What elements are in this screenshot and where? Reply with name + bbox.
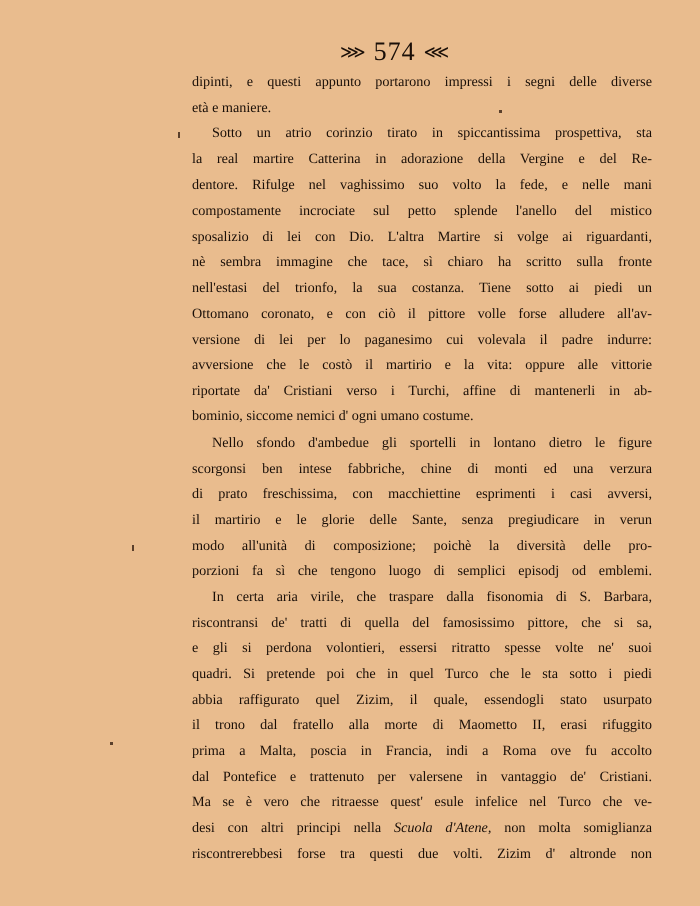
text-line: Ma se è vero che ritraesse quest' esule infelice nel Turco che ve- <box>192 794 652 810</box>
text-line: e gli si perdona volontieri, essersi ritratto spesse volte ne' suoi <box>192 640 652 656</box>
right-ornament-icon: ⋘ <box>423 42 450 62</box>
text-line: Ottomano coronato, e con ciò il pittore volle forse alludere all'av- <box>192 306 652 322</box>
text-line: dipinti, e questi appunto portarono impressi i segni delle diverse <box>192 74 652 90</box>
text-line: il trono dal fratello alla morte di Maometto II, erasi rifuggito <box>192 717 652 733</box>
text-line: nè sembra immagine che tace, sì chiaro ha scritto sulla fronte <box>192 254 652 270</box>
page-header <box>340 38 480 66</box>
text-line: In certa aria virile, che traspare dalla fisonomia di S. Barbara, <box>212 589 652 605</box>
text-line: porzioni fa sì che tengono luogo di semplici episodj od emblemi. <box>192 563 652 579</box>
artwork-title: Scuola d'Atene, <box>393 820 492 836</box>
text-line: quadri. Si pretende poi che in quel Turco che le sta sotto i piedi <box>192 666 652 682</box>
margin-mark <box>178 132 180 138</box>
text-line: avversione che le costò il martirio e la vita: oppure alle vittorie <box>192 357 652 373</box>
text-line: scorgonsi ben intese fabbriche, chine di monti ed una verzura <box>192 461 652 477</box>
text-line: Nello sfondo d'ambedue gli sportelli in lontano dietro le figure <box>212 435 652 451</box>
text-line: riscontrerebbesi forse tra questi due volti. Zizim d' altronde non <box>192 846 652 862</box>
text-line: riscontransi de' tratti di quella del famosissimo pittore, che si sa, <box>192 615 652 631</box>
text-segment: desi con altri principi nella <box>192 820 382 836</box>
text-line: Sotto un atrio corinzio tirato in spiccantissima prospettiva, sta <box>212 125 652 141</box>
text-line: la real martire Catterina in adorazione della Vergine e del Re- <box>192 151 652 167</box>
margin-mark <box>132 545 134 551</box>
text-line: abbia raffigurato quel Zizim, il quale, essendogli stato usurpato <box>192 692 652 708</box>
text-line: dal Pontefice e trattenuto per valersene in vantaggio de' Cristiani. <box>192 769 652 785</box>
text-line: di prato freschissima, con macchiettine esprimenti i casi avversi, <box>192 486 652 502</box>
text-line: dentore. Rifulge nel vaghissimo suo volto la fede, e nelle mani <box>192 177 652 193</box>
text-line: età e maniere. <box>192 100 272 116</box>
text-line: sposalizio di lei con Dio. L'altra Martire si volge ai riguardanti, <box>192 229 652 245</box>
page-number: 574 <box>373 37 416 66</box>
text-line: il martirio e le glorie delle Sante, senza pregiudicare in verun <box>192 512 652 528</box>
left-ornament-icon: ⋙ <box>340 42 366 62</box>
text-line: riportate da' Cristiani verso i Turchi, affine di mantenerli in ab- <box>192 383 652 399</box>
ink-speck <box>110 742 113 745</box>
text-line: nell'estasi del trionfo, la sua costanza. Tiene sotto ai piedi un <box>192 280 652 296</box>
text-line-with-title <box>192 818 652 838</box>
text-segment: non molta somiglianza <box>504 820 652 836</box>
text-line: bominio, siccome nemici d' ogni umano costume. <box>192 408 474 424</box>
text-line: modo all'unità di composizione; poichè la diversità delle pro- <box>192 538 652 554</box>
text-line: versione di lei per lo paganesimo cui volevala il padre indurre: <box>192 332 652 348</box>
text-line: prima a Malta, poscia in Francia, indi a Roma ove fu accolto <box>192 743 652 759</box>
text-line: compostamente incrociate sul petto splende l'anello del mistico <box>192 203 652 219</box>
